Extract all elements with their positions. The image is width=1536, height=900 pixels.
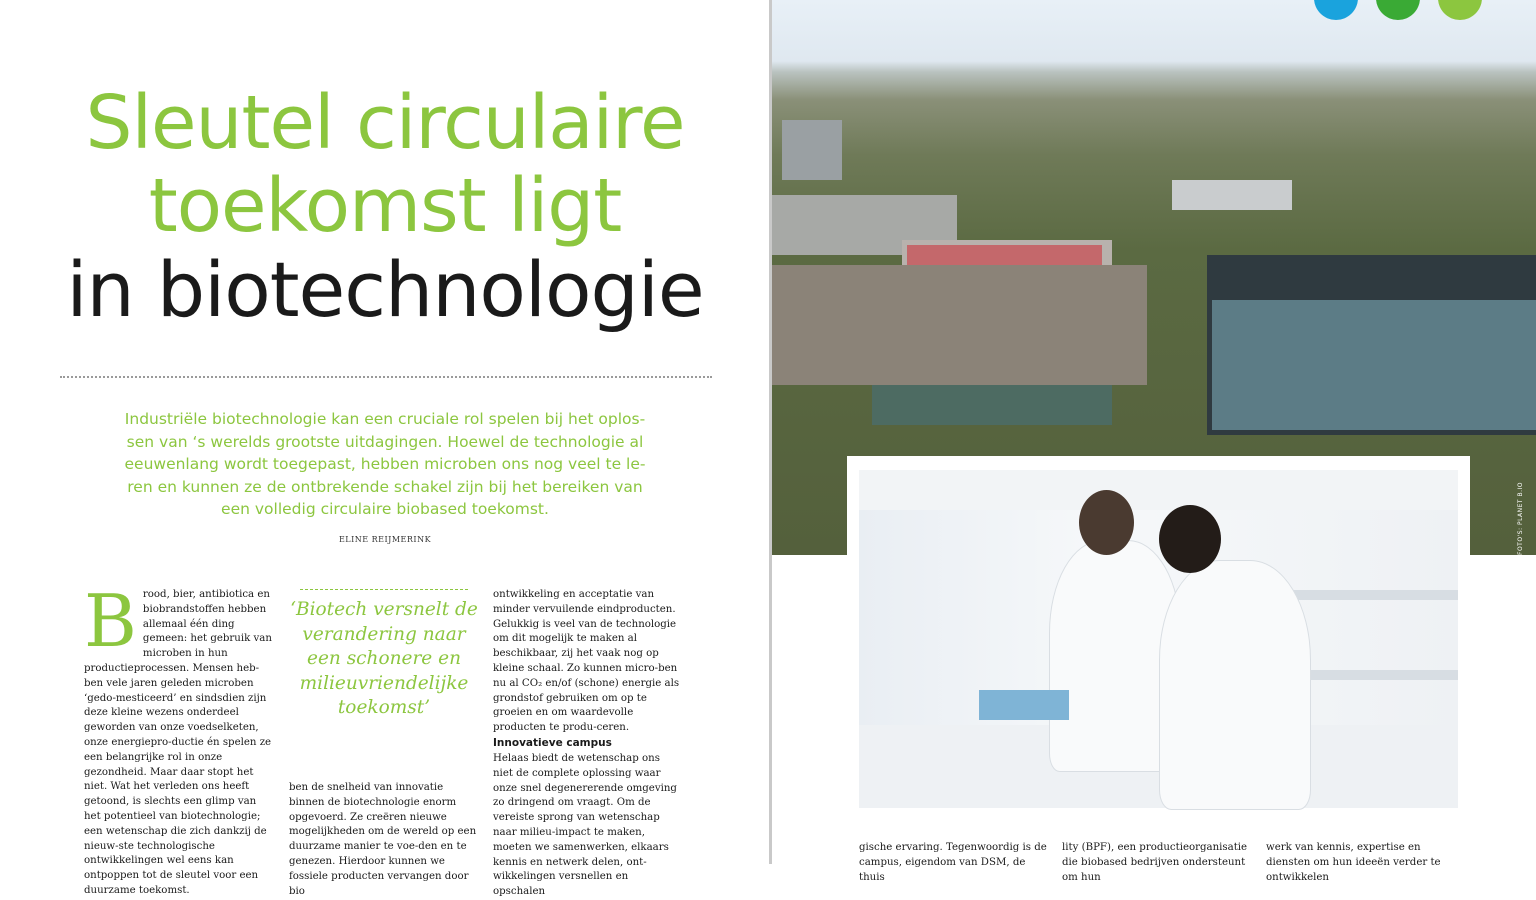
pullquote-rule xyxy=(300,589,468,590)
researcher-female-head-shape xyxy=(1159,505,1221,573)
lab-ceiling-shape xyxy=(859,470,1458,510)
body-column-2: ben de snelheid van innovatie binnen de biotechnologie enorm opgevoerd. Ze creëren nieuwe mogelijkheden om de wereld op een duurzame manier te voe-den en te genezen. Hierdoor kunnen we fossiele producten vervangen door bio xyxy=(289,782,477,897)
right-body-column-2: lity (BPF), een productieorganisatie die biobased bedrijven ondersteunt om hun xyxy=(1062,842,1248,883)
pull-quote: ‘Biotech versnelt de verandering naar een schonere en milieuvriendelijke toekomst’ xyxy=(290,599,478,718)
lab-shelf-shape xyxy=(1279,590,1458,600)
right-body-column-3: werk van kennis, expertise en diensten om hun ideeën verder te ontwikkelen xyxy=(1266,842,1441,883)
body-column-3: ontwikkeling en acceptatie van minder vervuilende eindproducten. Gelukkig is veel van de technologie om dit mogelijk te maken al beschikbaar, zij het vaak nog op kleine schaal. Zo kunnen micro-ben nu al CO₂ en/of (schone) energie als grondstof gebruiken om op te groeien en om waardevolle producten te produ-ceren. xyxy=(493,589,680,734)
building-shape xyxy=(1212,300,1536,430)
article-title xyxy=(0,80,770,334)
section-subheading: Innovatieve campus xyxy=(493,737,612,749)
title-line-1: Sleutel circulaire xyxy=(85,80,685,166)
blue-liquid-shape xyxy=(979,690,1069,720)
building-shape xyxy=(782,120,842,180)
photo-credit: FOTO'S: PLANET B.IO xyxy=(1517,481,1524,555)
title-line-2: toekomst ligt xyxy=(148,163,622,249)
researcher-female-shape xyxy=(1159,560,1311,810)
author-byline: ELINE REIJMERINK xyxy=(338,535,432,544)
body-column-1 xyxy=(84,579,274,899)
building-shape xyxy=(1172,180,1292,210)
canal-shape xyxy=(872,385,1112,425)
dotted-divider xyxy=(60,376,712,378)
lab-photo-frame xyxy=(847,456,1470,808)
right-page xyxy=(772,0,1536,883)
lead-paragraph: Industriële biotechnologie kan een cruciale rol spelen bij het oplos-sen van ‘s werelds grootste uitdagingen. Hoewel de technologie al eeuwenlang wordt toegepast, hebben microben ons nog veel te le-ren en kunnen ze de ontbrekende schakel zijn bij het bereiken van een volledig circulaire biobased toekomst. xyxy=(124,410,646,518)
right-body-column-1: gische ervaring. Tegenwoordig is de campus, eigendom van DSM, de thuis xyxy=(859,842,1047,883)
lab-photo xyxy=(859,470,1458,808)
building-shape xyxy=(772,265,1147,385)
title-line-3: in biotechnologie xyxy=(66,245,704,334)
researcher-male-head-shape xyxy=(1079,490,1134,555)
building-shape xyxy=(907,245,1102,267)
body-column-1-text: rood, bier, antibiotica en biobrandstoffen hebben allemaal één ding gemeen: het gebruik van microben in hun productieprocessen. Mensen heb-ben vele jaren geleden microben ‘gedo-mesticeerd’ en sindsdien zijn deze kleine wezens onderdeel geworden van onze voedselketen, onze energiepro-ductie én spelen ze een belangrijke rol in onze gezondheid. Maar daar stopt het niet. Wat het verleden ons heeft getoond, is slechts een glimp van het potentieel van biotechnologie; een wetenschap die zich dankzij de nieuw-ste technologische ontwikkelingen wel eens kan ontpoppen tot de sleutel voor een duurzame toekomst. xyxy=(84,589,272,896)
body-column-3-continued: Helaas biedt de wetenschap ons niet de complete oplossing waar onze snel degenererende omgeving zo dringend om vraagt. Om de vereiste sprong van wetenschap naar milieu-impact te maken, moeten we samenwerken, elkaars kennis en netwerk delen, ont-wikkelingen versnellen en opschalen xyxy=(493,753,677,898)
drop-cap: B xyxy=(84,579,137,663)
